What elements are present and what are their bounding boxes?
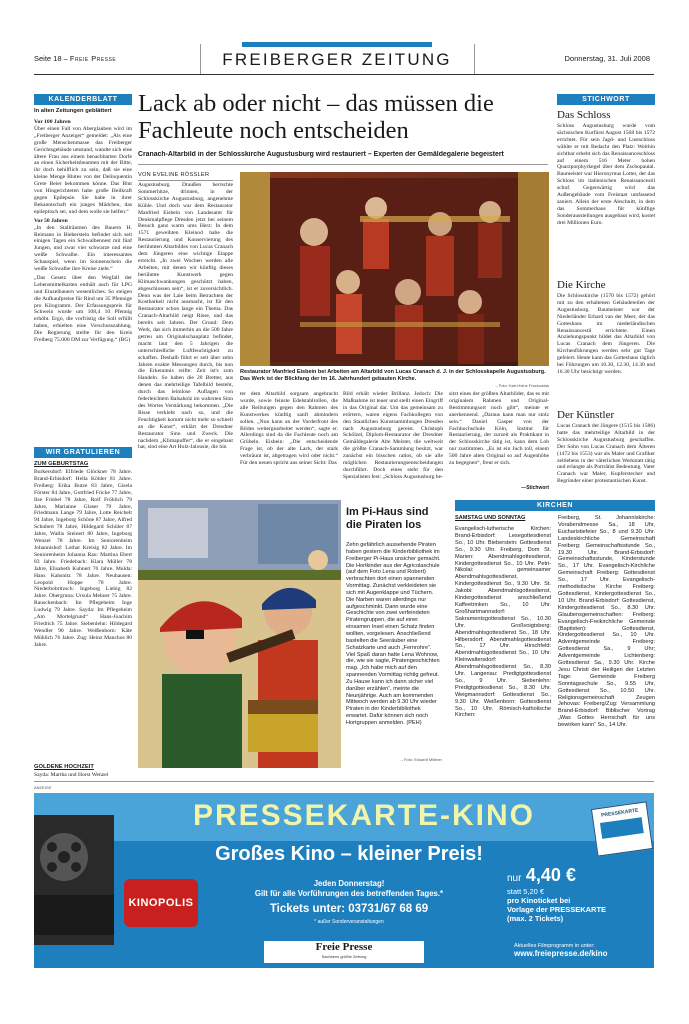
kalender-text: Über einen Fall von Aberglauben wird im „Freiberger Anzeiger“ gemeldet: „Als eine große Menschenmasse das Freiberger Gerichtsgebäude umstand, wandte sich eine ältere Frau aus einem benachbarten Dorfe an einen Sicherheitsbeamten mit der Bitte, ihr doch behilflich zu sein, daß sie eine kleine Menge Blutes von der Delinquentin Grete Beier bekommen könne. Das Blut von Hingerichteten habe große Heilkraft gegen Epilepsie. Sie habe in ihrer Bekanntschaft ein junges Mädchen, das epileptisch sei, und dem wolle sie helfen.“ xyxy=(34,125,132,215)
kalender-text: „In den Stallräumen des Bauern H. Reimann in Bieberstein befindet sich seit einigen Tagen ein Schwalbennest mit fünf Jungen, und zwar vier schwarze und eine weiße Schwalbe. Ein interessantes Schauspiel, wenn im Sonnenschein die weiße Schwalbe ihre Kreise zieht.“ xyxy=(34,224,132,273)
golden-wedding-text: Sayda: Martha und Horst Wenzel xyxy=(34,772,109,778)
kalender-text: „Das Gesetz über den Wegfall der Lebensmittelkarten enthält auch für LPG und Einzelbauern wesentliches. So steigen die Aufkaufpreise für Rind um 35 Pfennige pro Kilogramm. Der Erfassungspreis für Schwein wurde um 108,4 10 Pfennig erhöht. Ergo, die vorfristig die Soll erfüllt haben, erhielten eine Vorschusszahlung. Die Regierung stellte für den Kreis Freiberg 75.000 DM zur Verfügung.“ (BG) xyxy=(34,274,132,344)
kinopolis-logo: KINOPOLIS xyxy=(124,879,198,927)
kalenderblatt-heading: KALENDERBLATT xyxy=(34,94,132,105)
price-note: statt 5,20 € xyxy=(507,887,545,896)
birthday-list: Burkersdorf: Elfriede Glöckner 78 Jahre. Brand-Erbisdorf: Hella Köhler 81 Jahre. Freiberg: Erika Butze 83 Jahre, Gisela Förster 84 Jahre, Gottfried Fricke 77 Jahre, Ilse Friebel 78 Jahre, Rolf Fröhlich 79 Jahre, Marianne Glaser 79 Jahre, Friedmann Lange 79 Jahre, Lotte Reichelt 94 Jahre, Ingeborg Schöne 87 Jahre, Alfred Schubert 78 Jahre, Hildegard Schüler 87 Jahre, Wallis Steinert 80 Jahre, Ingeborg Wenzel 78 Jahre. Im Seniorenheim Johannishof: Lothar Kreisig 82 Jahre. Im Seniorenheim Johanna Rau: Martina Ebert 83 Jahre. Friedebach: Klara Müller 78 Jahre, Elisabeth Kuhnert 76 Jahre. Mulda: Hans Kahsnitz 78 Jahre. Neuhausen: Leopold Hoppe 70 Jahre. Niederbobritzsch: Ingeborg Liebig 82 Jahre. Obergruna: Ursula Mehner 75 Jahre. Rauschenbach: Im Pflegeheim Inge Ludwig 79 Jahre. Sayda: Im Pflegeheim „Am Mortelgrund“ Hans-Joachim Friedrich 75 Jahre. Siebenlehn: Hildegard Wendler 90 Jahre. Weißenborn: Käte Mühlich 76 Jahre. Zug: Heinz Manchos 80 Jahre. xyxy=(34,469,132,648)
ad-line-2: Gilt für alle Vorführungen des betreffenden Tages.* xyxy=(254,889,444,898)
article-author: VON EVELINE RÖSSLER xyxy=(138,172,233,181)
kalender-section-title: Vor 100 Jahren xyxy=(34,119,71,125)
gratulation-box xyxy=(34,447,132,779)
film-label: Aktuelles Filmprogramm in unter: xyxy=(514,943,595,949)
offer-line: (max. 2 Tickets) xyxy=(507,914,564,923)
offer-line: Vorlage der PRESSEKARTE xyxy=(507,905,607,914)
photo-caption: Restaurator Manfried Eisbein bei Arbeiten am Altarbild von Lucas Cranach d. J. in der Schlosskapelle Augustusburg. Das Werk ist der Blickfang der im 16. Jahrhundert gebauten Kirche. xyxy=(240,369,546,382)
article-subhead: Cranach-Altarbild in der Schlosskirche Augustusburg wird restauriert – Experten der Gemäldegalerie begeistert xyxy=(138,151,504,158)
pirates-photo xyxy=(138,500,341,768)
page-number: Seite 18 – Freie Presse xyxy=(34,54,117,63)
kino-ad[interactable] xyxy=(34,793,654,968)
ad-footnote: * außer Sonderveranstaltungen xyxy=(314,919,384,925)
pihaus-text: Zehn gefährlich aussehende Piraten haben gestern die Kinderbibliothek im Freiberger Pi-Haus unsicher gemacht. Die Hortkinder aus der Agricolaschule (auf dem Foto Lena und Robert) verbrachten dort einen spannenden Vormittag. Zunächst verkleideten sie sich mit Augenklappe und Tüchern. Die Narben waren allerdings nur aufgeschminkt. Dann wurde eine Geschichte von zwei verfeindeten Piratengruppen, die auf einer einsamen Insel einen Schatz finden wollten, vorgelesen. Anschließend bastelten die Seeräuber eine Schatzkarte und auch „Fernrohre“. Viel Spaß daran hatte Lena Wohnow, die, wie sie sagte, Piratengeschichten mag. „Ich habe mich auf den spannenden Vormittag richtig gefreut. Zu Hause kann ich dann sicher viel darüber erzählen“, meinte die Neunjährige. Auch am kommenden Mittwoch werden ab 9.30 Uhr wieder Piraten in der Kinderbibliothek erwartet. Dafür können sich noch Hortgruppen anmelden. (PEH) xyxy=(346,542,441,726)
article-headline: Lack ab oder nicht – das müssen die Fachleute noch entscheiden xyxy=(138,90,494,144)
ad-banner: PRESSEKARTE-KINO xyxy=(192,799,536,832)
birthday-subheading: ZUM GEBURTSTAG xyxy=(34,461,89,467)
kirchen-heading: KIRCHEN xyxy=(455,500,655,511)
film-reel-graphic xyxy=(34,815,114,945)
stichwort-text: Die Schlosskirche (1570 bis 1572) gehört mit zu den erhaltenen Gebäudeteilen der Augustusburg. Baumeister war der Niederländer Erhard van der Meer, der das Gotteshaus im niederländischen Renaissancestil errichtete. Einen Anziehungspunkt bildet das Altarbild von Lucas Cranach dem Jüngeren. Die Kirchenführungen werden sehr gut Tage gefeiert. Heute kann das Gotteshaus täglich bei Führungen um 10.30, 12.30, 14.30 und 16.30 Uhr besichtigt werden. xyxy=(557,293,655,375)
offer-line: pro Kinoticket bei xyxy=(507,896,571,905)
film-url: www.freiepresse.de/kino xyxy=(514,949,608,958)
article-column-3: Bild erhält wieder Brillanz. Jedoch: Die Maßnahme ist teuer und stellt einen Eingriff in das Original dar. Um das gemeinsam zu erörtern, waren eigens Fachkollegen von den Staatlichen Kunstsammlungen Dresden nach Augustusburg gereist. Christoph Schölzel, Diplom-Restaurator der Dresdner Gemäldegalerie Alte Meister, die weltweit die größte Cranach-Sammlung besitzt, war zunächst ein bisschen ratlos, ob sie alle möglichen Restaurierungsentscheidungen durchführt. Doch eines steht für den Spezialisten fest: „Schloss Augustusburg be- xyxy=(343,391,443,480)
price-prefix: nur xyxy=(507,873,522,884)
ad-tickets: Tickets unter: 03731/67 68 69 xyxy=(269,903,429,915)
kirchen-box xyxy=(455,500,655,511)
gratulation-heading: WIR GRATULIEREN xyxy=(34,447,132,458)
stichwort-text: Lucas Cranach der Jüngere (1515 bis 1586) hatte das mehrteilige Altarbild in der Schlosskirche Augustusburg geschaffen. Der Sohn von Lucas Cranach dem Älteren (1472 bis 1553) war als Maler und Grafiker zeitlebens in der väterlichen Werkstatt tätig und erlangte als Porträtist Bedeutung. Vater Cranach war Maler, Kupferstecher und Begründer einer protestantischen Kunst. xyxy=(557,423,655,485)
ad-line-1: Jeden Donnerstag! xyxy=(313,879,385,888)
freiepresse-logo: Freie Presse Sachsens größte Zeitung xyxy=(264,941,424,963)
photo-credit: – Foto: Karl-Heinz Frackowiak xyxy=(495,383,549,388)
stichwort-box xyxy=(557,94,655,505)
stichwort-title: Die Kirche xyxy=(557,279,606,291)
paper-title: FREIBERGER ZEITUNG xyxy=(222,50,452,69)
kalender-subtitle: In alten Zeitungen geblättert xyxy=(34,108,112,114)
pressekarte-logo: PRESSEKARTE xyxy=(600,807,639,819)
kirchen-column-1: Evangelisch-lutherische Kirchen: Brand-Erbisdorf: Lesegottesdienst So., 10 Uhr. Bieberstein: Gottesdienst So., 9.30 Uhr. Freiberg, Dom St. Marien: Abendmahlsgottesdienst, Kindergottesdienst So., 10 Uhr. Petri-Nikolai: gemeinsamer Abendmahlsgottesdienst, Kindergottesdienst So., 9.30 Uhr. St. Jakobi: Abendmahlsgottesdienst, Kindergottesdienst anschließend Kaffeetrinken So., 10 Uhr. Großhartmannsdorf: Sakramentsgottesdienst So., 10.30 Uhr. Großvoigtsberg: Abendmahlsgottesdienst So., 18 Uhr. Hilbersdorf: Abendmahlsgottesdienst So., 17 Uhr. Hirschfeld: Abendmahlsgottesdienst So., 10 Uhr. Kleinwaltersdorf: Abendmahlsgottesdienst So., 8.30 Uhr. Langenau: Predigtgottesdienst So., 9 Uhr. Siebenlehn: Predigtgottesdienst So., 8.30 Uhr. Weigmannsdorf: Gottesdienst So., 9.30 Uhr. Weißenborn: Gottesdienst So., 10 Uhr. Römisch-katholische Kirchen: xyxy=(455,526,551,719)
stichwort-title: Das Schloss xyxy=(557,109,611,121)
ad-details xyxy=(204,879,494,927)
pressekarte-card xyxy=(591,801,653,856)
article-column-2: ter dem Altarbild sorgsam angebracht wurde, sowie feinste Edelstahlrollen, die alle Reibungen gegen den Rahmen des Kunstwerkes künftig sanft abmindern sollen. „Nun kann an der Vorderfront des Bildes weitergearbeitet werden“, sagte er. Allerdings sind da die Fachleute noch am Grübeln. Eisbein: „Die entscheidende Frage ist, ob der alte Lack, der stark verbräunt ist, abgetragen wird oder nicht.“ Für den neuen spricht aus seiner Sicht: Das xyxy=(240,391,338,467)
stichwort-text: Schloss Augustusburg wurde vom sächsischen Kurfürst August 1568 bis 1572 errichtet. Für sein Jagd- und Lustschloss wählte er mit Bedacht den Platz: Weithin sichtbar erhebt sich das Renaissanceschloss auf einem 516 Meter hohen Quarzporphyrkegel über dem Zschopautal. Baumeister war Hieronymus Lotter, der das Schloss im italienischen Renaissancestil schuf. Gegenwärtig wird das Außengebäude vom Freistaat umfassend saniert. Allein der erste Abschnitt, in dem das Sommerhaus für künftige Sonderausstellungen ausgebaut wird, kostet drei Millionen Euro. xyxy=(557,123,655,226)
ad-label: ANZEIGE xyxy=(34,785,52,790)
kalenderblatt-box xyxy=(34,94,132,431)
kirchen-column-2: Freiberg, St. Johanniskirche: Vorabendmesse Sa., 18 Uhr, Eucharistiefeier So., 8 und 9.30 Uhr. Landeskirchliche Gemeinschaft Freiberg: Gemeinschaftsstunde So., 19.30 Uhr. Brand-Erbisdorf: Gemeinschaftsstunde, Kinderstunde So., 17 Uhr. Evangelisch-Kirchliche Gemeinschaft Freiberg: Gottesdienst So., 17 Uhr. Evangelisch-methodistische Kirche Freiberg: Gottesdienst, Kindergottesdienst So., 10 Uhr. Brand-Erbisdorf: Gottesdienst, Kindergottesdienst So., 8.30 Uhr. Glaubensgemeinschaften: Freiberg: Evangelisch-Freikirchliche Gemeinde (Baptisten): Gottesdienst, Kindergottesdienst So., 10 Uhr. Adventgemeinde Freiberg: Gottesdienst Sa., 9 Uhr; Adventgemeinde Lichtenberg: Gottesdienst Sa., 9.30 Uhr. Kirche Jesu Christi der Heiligen der Letzten Tage: Gemeinde Freiberg Sonntagsschule So., 9.55 Uhr, Gottesdienst So., 10.50 Uhr. Religionsgemeinschaft Zeugen Jehovas: Freiberg/Zug: Versammlung Brand-Erbisdorf: Biblischer Vortrag „Was Gottes Herrschaft für uns bewirken kann“ So., 14 Uhr. xyxy=(558,515,655,729)
ad-price-block xyxy=(507,865,606,923)
ad-slogan: Großes Kino – kleiner Preis! xyxy=(215,843,483,865)
stichwort-ref: —Stichwort xyxy=(521,485,549,491)
price: 4,40 € xyxy=(525,865,576,885)
stichwort-title: Der Künstler xyxy=(557,409,615,421)
film-program xyxy=(514,943,608,958)
stichwort-heading: STICHWORT xyxy=(557,94,655,105)
header-accent-bar xyxy=(242,42,432,47)
cranach-altar-photo xyxy=(240,172,549,366)
article-column-4: sitzt eines der größten Altarbilder, das es mit originalem Rahmen und Original-Bestimmungsort noch gibt“, meinte er anerkennend. „Daraus kann man nur stolz sein.“ Daniel Gasper von der Fachhochschule Köln, Institut für Restaurierung, der zurzeit als Praktikant in der Schlosskirche tätig ist, kann dem Lob nur zustimmen. „Es ist ein Juch toll, einem 500 Jahre alten Original so auf Augenhöhe zu begegnen“, freut er sich. xyxy=(449,391,549,467)
issue-date: Donnerstag, 31. Juli 2008 xyxy=(564,54,650,63)
article-column-1: Augustusburg. Draußen herrschte Sommerhitze, drinnen, in der Schlosskirche Augustusburg, angenehme Kühle. Und doch war dem Restaurator Manfried Eisbein von Landesamt für Denkmalpflege Dresden jetzt bei seinem Besuch ganz warm ums Herz: In dem 1571 geweihten Kleinod habe die Restaurierung und Konservierung des berühmten Altarbildes von Lucas Cranach dem Jüngeren eine wichtige Etappe erreicht. „In zwei Wochen werden alle Arbeiten, mit denen wir künftig dieses berühmte Kunstwerk gegen Klimaschwankungen geschützt haben, abgeschlossen sein“, ist er zuversichtlich. Denn was der Laie beim Betrachten der Kostbarkeit nicht ausmacht, ist für den Restaurator schon lange ein Thema. Das Cranach-Altarbild neigt Risse, und das bereits seit Jahren. Der Grund: Dem Werk, das sich immerhin an die 500 Jahre getreu am Originalschauplatz befindet, macht laut den 5 Jahrigen die unterschiedliche Luftfeuchtigkeit zu schaffen. Deshalb führt er seit über zehn Jahren exakte Messungen durch, bis nun die Erkenntnis reifte: Zeit ist's zum Handeln. So haben die 20 Bretter, aus denen das mehrteilige Tafelbild besteht, durch das leimlose Auflagen von federleichtem Balsaholz im wahrsten Sinn des Wortes Verstärkung bekommen. „Die Risse verklebt nach so, und die Feuchtigkeit kommt nicht mehr so schnell an die Kunst“, erklärt der Dresdner Restaurator Sinn und Zweck. Die nachdem „Klimapuffer“, die er eingebaut hat, sind eine Art Holz-Jalousie, die hin xyxy=(138,182,233,451)
golden-wedding-subheading: GOLDENE HOCHZEIT xyxy=(34,764,94,770)
pihaus-credit: – Foto: Eckardt Mildner xyxy=(400,757,442,762)
kalender-section-title: Vor 50 Jahren xyxy=(34,217,68,224)
pihaus-headline: Im Pi-Haus sind die Piraten los xyxy=(346,506,429,531)
kirchen-subheading: SAMSTAG UND SONNTAG xyxy=(455,515,526,521)
